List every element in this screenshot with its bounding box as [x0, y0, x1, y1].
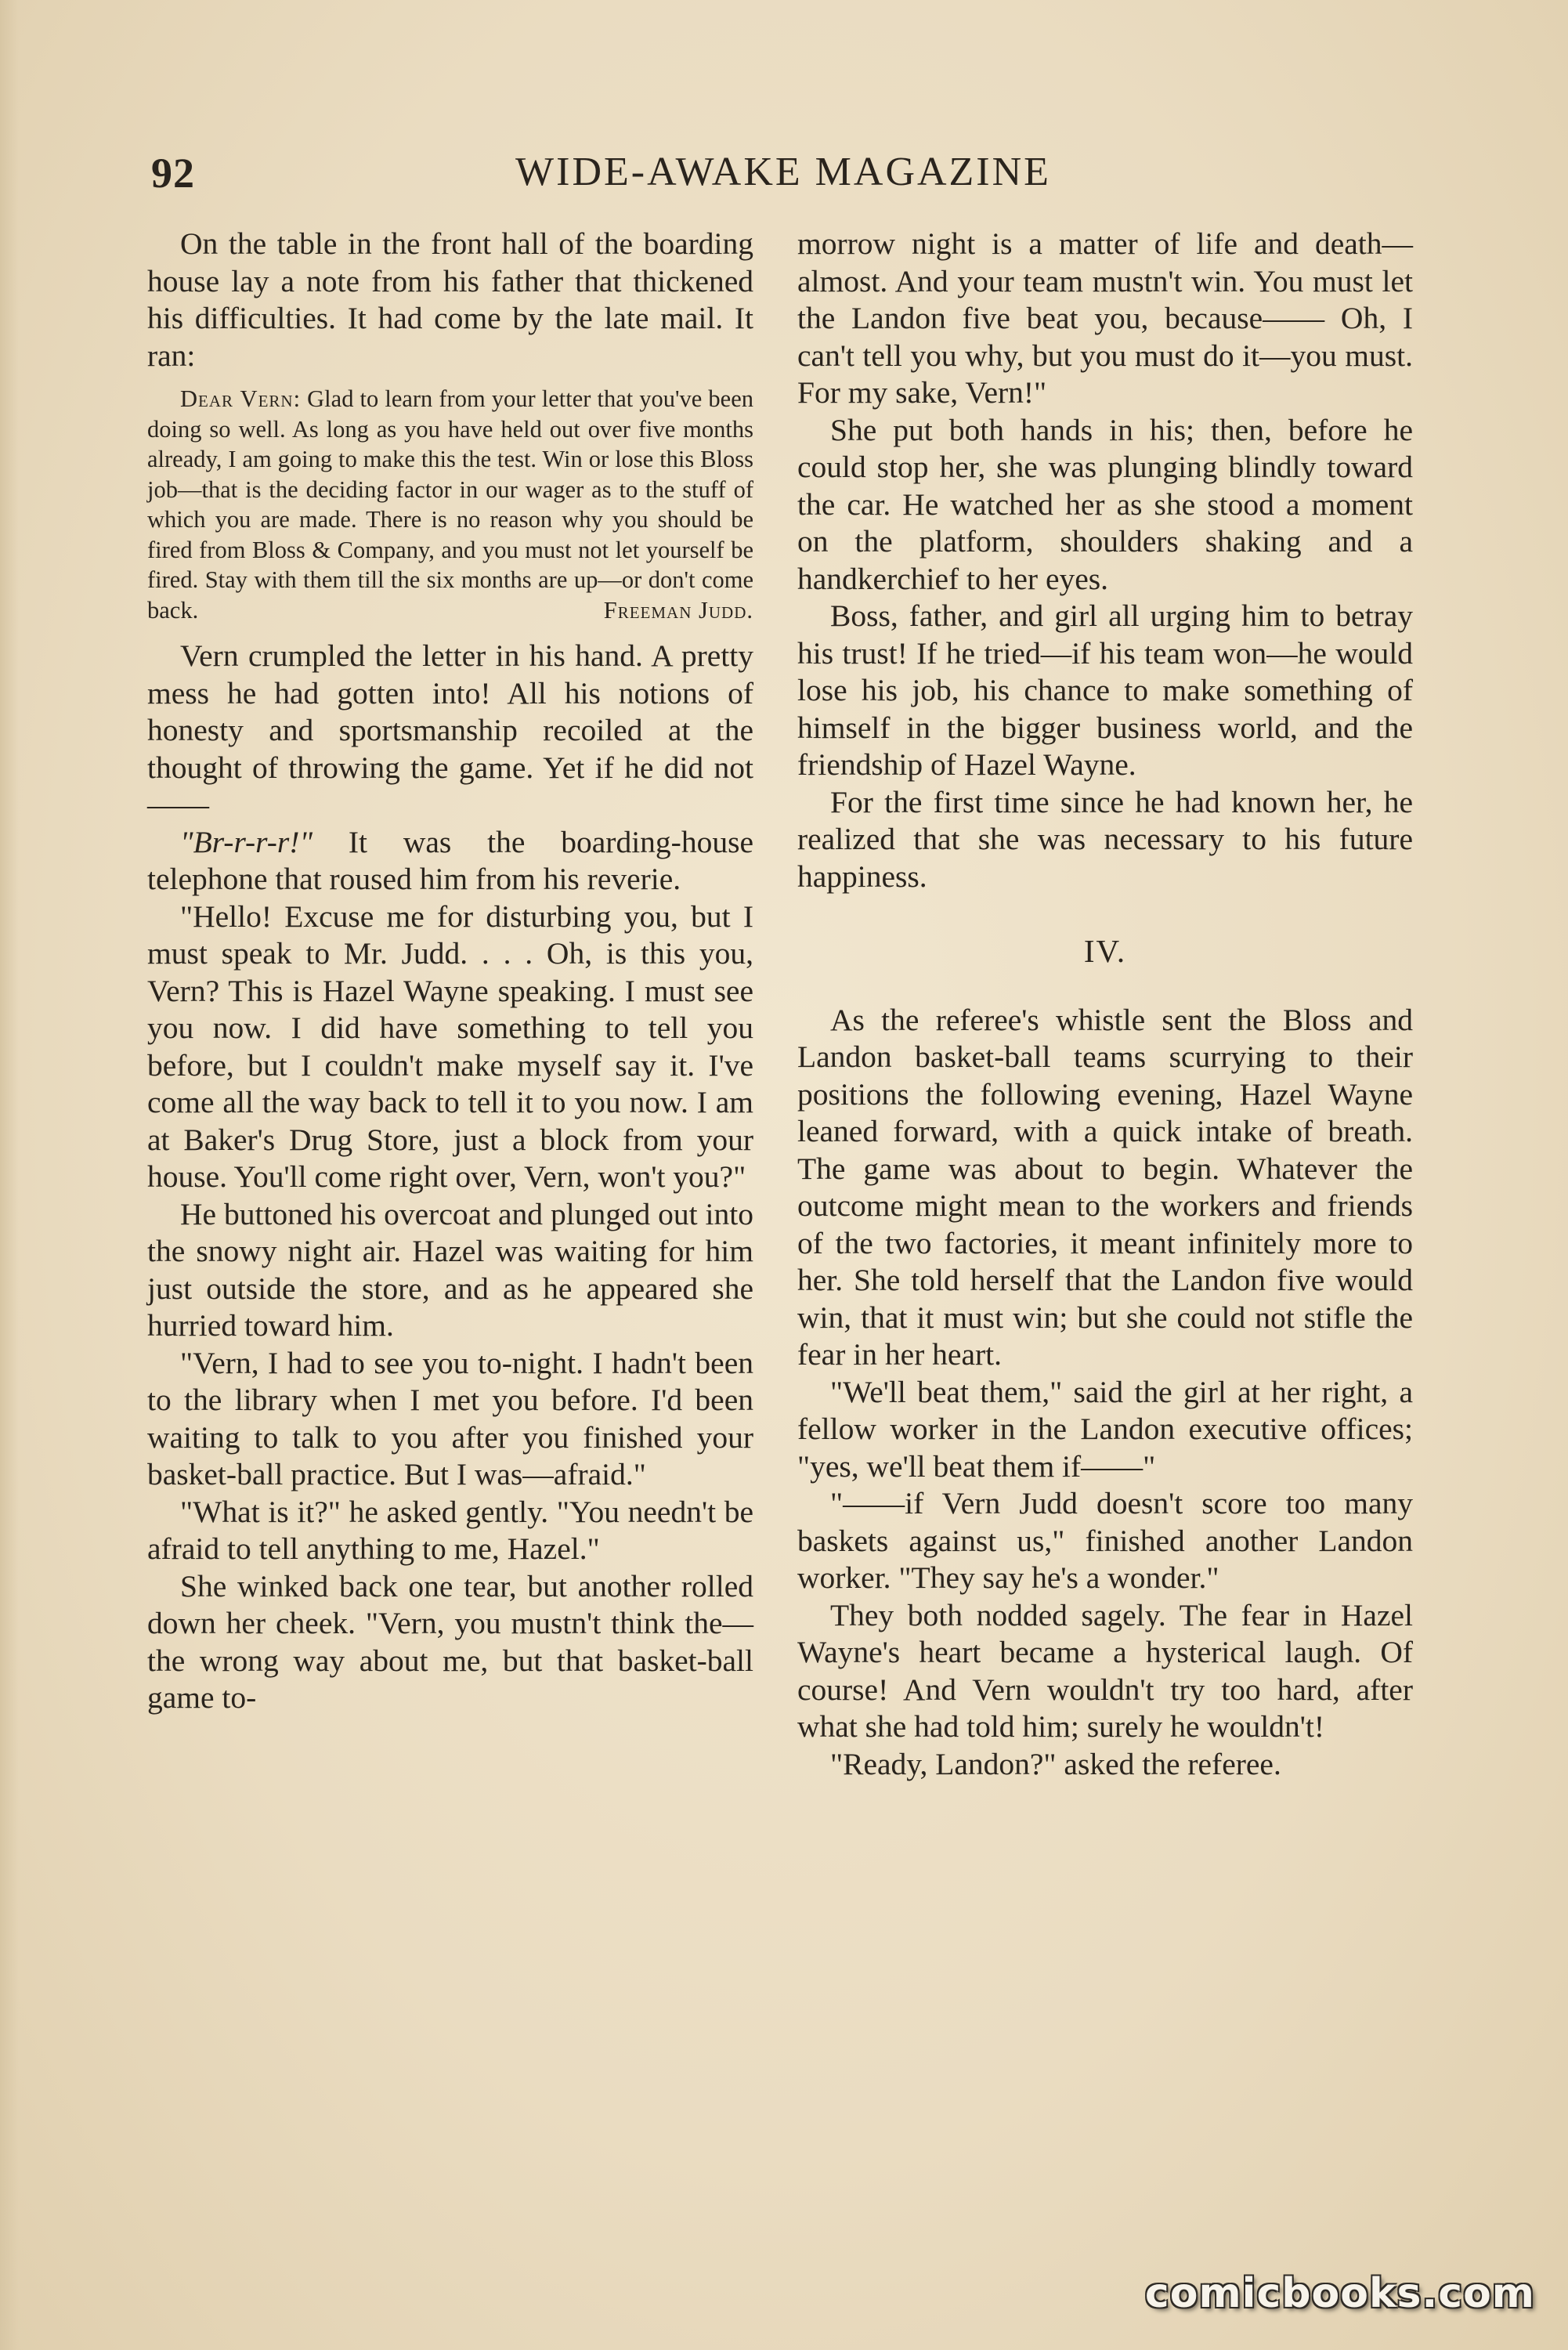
paragraph: Boss, father, and girl all urging him to betray his trust! If he tried—if his team won—he would lose his job, his chance to make something of himself in the bigger business world, and the friendship of Hazel Wayne.	[797, 598, 1413, 782]
left-column	[147, 226, 753, 1717]
right-column	[797, 226, 1413, 1783]
paragraph: "We'll beat them," said the girl at her right, a fellow worker in the Landon executive offices; "yes, we'll beat them if——"	[797, 1374, 1413, 1484]
letter-salutation: Dear Vern:	[180, 385, 302, 412]
paragraph: On the table in the front hall of the boarding house lay a note from his father that thickened his difficulties. It had come by the late mail. It ran:	[147, 226, 753, 373]
section-heading: IV.	[1083, 933, 1127, 969]
father-letter	[147, 384, 753, 625]
watermark-logo: comicbooks.com	[1144, 2270, 1535, 2317]
page-number: 92	[151, 150, 195, 197]
paragraph: "Vern, I had to see you to-night. I hadn't been to the library when I met you before. I'd been waiting to talk to you after you finished your basket-ball practice. But I was—afraid."	[147, 1345, 753, 1491]
paragraph: As the referee's whistle sent the Bloss and Landon basket-ball teams scurrying to their positions the following evening, Hazel Wayne leaned forward, with a quick intake of breath. The game was about to begin. Whatever the outcome might mean to the workers and friends of the two factories, it meant infinitely more to her. She told herself that the Landon five would win, that it must win; but she could not stifle the fear in her heart.	[797, 1002, 1413, 1372]
telephone-sound: "Br-r-r-r!"	[180, 824, 313, 859]
running-head: WIDE-AWAKE MAGAZINE	[515, 150, 1051, 194]
paragraph	[147, 824, 753, 898]
paragraph: "What is it?" he asked gently. "You needn't be afraid to tell anything to me, Hazel."	[147, 1494, 753, 1566]
paragraph: They both nodded sagely. The fear in Hazel Wayne's heart became a hysterical laugh. Of course! And Vern wouldn't try too hard, after what she had told him; surely he wouldn't!	[797, 1597, 1413, 1744]
paragraph: She winked back one tear, but another rolled down her cheek. "Vern, you mustn't think the—the wrong way about me, but that basket-ball game to-	[147, 1568, 753, 1715]
paragraph-text: It was the boarding-house telephone that roused him from his reverie.	[147, 824, 753, 896]
letter-signature: Freeman Judd.	[603, 596, 753, 624]
paragraph: "——if Vern Judd doesn't score too many baskets against us," finished another Landon worker. "They say he's a wonder."	[797, 1486, 1413, 1595]
paragraph-continued: morrow night is a matter of life and death—almost. And your team mustn't win. You must let the Landon five beat you, because—— Oh, I can't tell you why, but you must do it—you must. For my sake, Vern!"	[797, 226, 1413, 410]
paragraph: "Ready, Landon?" asked the referee.	[830, 1746, 1281, 1781]
letter-body: Glad to learn from your letter that you've been doing so well. As long as you have held out over five months already, I am going to make this the test. Win or lose this Bloss job—that is the deciding factor in our wager as to the stuff of which you are made. There is no reason why you should be fired from Bloss & Company, and you must not let yourself be fired. Stay with them till the six months are up—or don't come back.	[147, 385, 753, 624]
paragraph: For the first time since he had known her, he realized that she was necessary to his future happiness.	[797, 784, 1413, 894]
paragraph: "Hello! Excuse me for disturbing you, but I must speak to Mr. Judd. . . . Oh, is this you, Vern? This is Hazel Wayne speaking. I must see you now. I did have something to tell you before, but I couldn't make myself say it. I've come all the way back to tell it to you now. I am at Baker's Drug Store, just a block from your house. You'll come right over, Vern, won't you?"	[147, 898, 753, 1194]
paragraph: Vern crumpled the letter in his hand. A pretty mess he had gotten into! All his notions of honesty and sportsmanship recoiled at the thought of throwing the game. Yet if he did not——	[147, 638, 753, 822]
page-edge-shadow	[0, 0, 19, 2350]
paragraph: She put both hands in his; then, before he could stop her, she was plunging blindly toward the car. He watched her as she stood a moment on the platform, shoulders shaking and a handkerchief to her eyes.	[797, 412, 1413, 596]
paragraph: He buttoned his overcoat and plunged out into the snowy night air. Hazel was waiting for him just outside the store, and as he appeared she hurried toward him.	[147, 1196, 753, 1343]
